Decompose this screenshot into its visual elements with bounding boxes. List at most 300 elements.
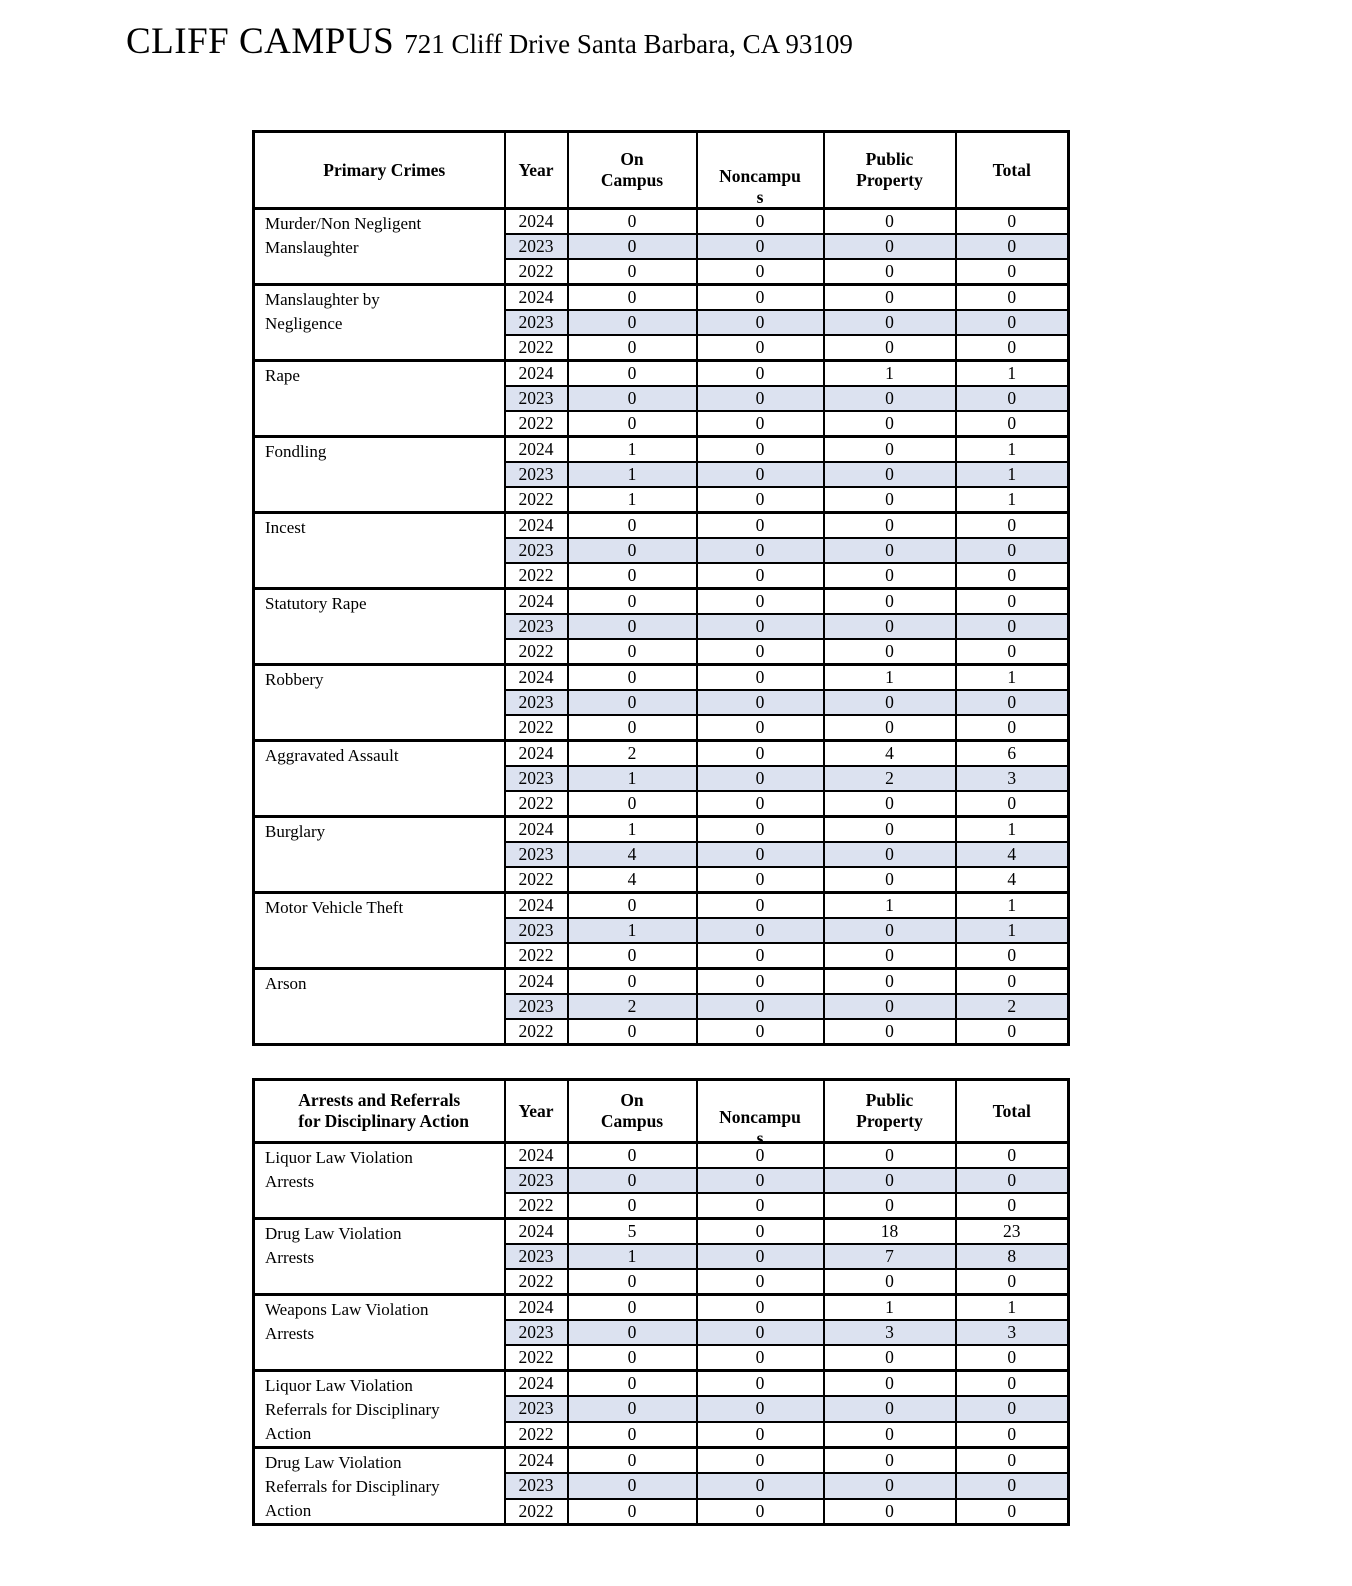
value-noncampus-cell: 0	[697, 969, 824, 995]
category-cell	[254, 969, 505, 1045]
year-cell: 2024	[505, 285, 568, 311]
column-header-text: Public Property	[856, 149, 923, 190]
value-noncampus-cell: 0	[697, 563, 824, 589]
value-on-campus-cell: 0	[568, 234, 697, 259]
value-noncampus-cell: 0	[697, 715, 824, 741]
value-public-property-cell: 0	[824, 1473, 956, 1498]
column-header-on-campus	[568, 132, 697, 209]
value-on-campus-cell: 0	[568, 1019, 697, 1045]
category-label: Arson	[265, 974, 307, 993]
table-title-primary-crimes	[254, 132, 505, 209]
value-public-property-cell: 0	[824, 1345, 956, 1371]
value-on-campus-cell: 0	[568, 1499, 697, 1525]
year-cell: 2024	[505, 1295, 568, 1321]
value-noncampus-cell: 0	[697, 1371, 824, 1397]
value-noncampus-cell: 0	[697, 513, 824, 539]
value-noncampus-cell: 0	[697, 1320, 824, 1345]
value-on-campus-cell: 0	[568, 563, 697, 589]
arrests-referrals-table	[252, 1078, 1070, 1526]
arrests-referrals-table-body	[254, 1143, 1069, 1525]
value-public-property-cell: 0	[824, 437, 956, 463]
value-public-property-cell: 0	[824, 614, 956, 639]
value-noncampus-cell: 0	[697, 589, 824, 615]
value-noncampus-cell: 0	[697, 918, 824, 943]
value-noncampus-cell: 0	[697, 867, 824, 893]
value-noncampus-cell: 0	[697, 437, 824, 463]
column-header-text: Year	[518, 159, 554, 180]
value-on-campus-cell: 1	[568, 918, 697, 943]
value-on-campus-cell: 0	[568, 513, 697, 539]
category-label: Incest	[265, 518, 306, 537]
year-cell: 2023	[505, 234, 568, 259]
value-total-cell: 6	[956, 741, 1069, 767]
value-total-cell: 0	[956, 386, 1069, 411]
category-cell	[254, 1295, 505, 1371]
value-total-cell: 0	[956, 1499, 1069, 1525]
stat-row	[254, 437, 1069, 463]
category-label: Manslaughter by Negligence	[265, 290, 380, 333]
year-cell: 2022	[505, 1499, 568, 1525]
value-total-cell: 0	[956, 563, 1069, 589]
value-public-property-cell: 0	[824, 411, 956, 437]
value-public-property-cell: 0	[824, 1422, 956, 1448]
year-cell: 2022	[505, 335, 568, 361]
value-on-campus-cell: 1	[568, 462, 697, 487]
value-public-property-cell: 1	[824, 361, 956, 387]
stat-row	[254, 285, 1069, 311]
value-public-property-cell: 1	[824, 665, 956, 691]
year-cell: 2023	[505, 614, 568, 639]
value-public-property-cell: 0	[824, 310, 956, 335]
value-total-cell: 0	[956, 943, 1069, 969]
value-noncampus-cell: 0	[697, 766, 824, 791]
value-on-campus-cell: 0	[568, 715, 697, 741]
column-header-text: Noncampus	[719, 1107, 801, 1148]
column-header-text: Public Property	[856, 1090, 923, 1131]
value-public-property-cell: 7	[824, 1244, 956, 1269]
year-cell: 2023	[505, 1473, 568, 1498]
value-on-campus-cell: 0	[568, 1320, 697, 1345]
value-public-property-cell: 2	[824, 766, 956, 791]
year-cell: 2022	[505, 411, 568, 437]
category-label: Statutory Rape	[265, 594, 367, 613]
value-on-campus-cell: 0	[568, 361, 697, 387]
value-total-cell: 0	[956, 1143, 1069, 1169]
year-cell: 2024	[505, 665, 568, 691]
column-header-year	[505, 132, 568, 209]
value-public-property-cell: 0	[824, 386, 956, 411]
value-total-cell: 0	[956, 639, 1069, 665]
year-cell: 2022	[505, 487, 568, 513]
value-public-property-cell: 0	[824, 285, 956, 311]
category-label: Weapons Law Violation Arrests	[265, 1300, 429, 1343]
year-cell: 2022	[505, 639, 568, 665]
value-total-cell: 0	[956, 1269, 1069, 1295]
value-on-campus-cell: 0	[568, 285, 697, 311]
value-public-property-cell: 0	[824, 335, 956, 361]
value-on-campus-cell: 0	[568, 791, 697, 817]
value-total-cell: 1	[956, 487, 1069, 513]
value-noncampus-cell: 0	[697, 209, 824, 235]
value-total-cell: 0	[956, 1168, 1069, 1193]
category-label: Rape	[265, 366, 300, 385]
value-total-cell: 0	[956, 791, 1069, 817]
value-on-campus-cell: 0	[568, 614, 697, 639]
year-cell: 2024	[505, 361, 568, 387]
value-noncampus-cell: 0	[697, 893, 824, 919]
value-on-campus-cell: 2	[568, 741, 697, 767]
year-cell: 2022	[505, 259, 568, 285]
value-on-campus-cell: 4	[568, 867, 697, 893]
value-public-property-cell: 0	[824, 234, 956, 259]
value-total-cell: 8	[956, 1244, 1069, 1269]
document-header	[126, 20, 853, 63]
year-cell: 2024	[505, 1219, 568, 1245]
value-public-property-cell: 0	[824, 513, 956, 539]
value-total-cell: 1	[956, 437, 1069, 463]
value-on-campus-cell: 0	[568, 969, 697, 995]
value-noncampus-cell: 0	[697, 310, 824, 335]
value-total-cell: 0	[956, 1448, 1069, 1474]
value-public-property-cell: 0	[824, 918, 956, 943]
value-noncampus-cell: 0	[697, 285, 824, 311]
year-cell: 2023	[505, 462, 568, 487]
primary-crimes-table-header	[254, 132, 1069, 209]
value-public-property-cell: 0	[824, 589, 956, 615]
category-cell	[254, 513, 505, 589]
value-total-cell: 0	[956, 969, 1069, 995]
value-public-property-cell: 1	[824, 893, 956, 919]
value-total-cell: 0	[956, 234, 1069, 259]
value-public-property-cell: 0	[824, 462, 956, 487]
value-noncampus-cell: 0	[697, 1295, 824, 1321]
value-public-property-cell: 0	[824, 715, 956, 741]
year-cell: 2023	[505, 766, 568, 791]
category-cell	[254, 665, 505, 741]
value-noncampus-cell: 0	[697, 335, 824, 361]
value-noncampus-cell: 0	[697, 994, 824, 1019]
value-public-property-cell: 18	[824, 1219, 956, 1245]
category-cell	[254, 1143, 505, 1219]
value-total-cell: 1	[956, 817, 1069, 843]
value-on-campus-cell: 0	[568, 639, 697, 665]
year-cell: 2022	[505, 1269, 568, 1295]
value-public-property-cell: 0	[824, 791, 956, 817]
value-on-campus-cell: 0	[568, 1143, 697, 1169]
value-total-cell: 0	[956, 285, 1069, 311]
value-public-property-cell: 0	[824, 1269, 956, 1295]
value-total-cell: 1	[956, 462, 1069, 487]
value-total-cell: 1	[956, 1295, 1069, 1321]
column-header-noncampus	[697, 1080, 824, 1148]
column-header-text: On Campus	[600, 149, 664, 190]
value-on-campus-cell: 0	[568, 589, 697, 615]
value-on-campus-cell: 4	[568, 842, 697, 867]
column-header-year	[505, 1080, 568, 1143]
value-public-property-cell: 0	[824, 1019, 956, 1045]
table-title-text: Arrests and Referrals for Disciplinary Action	[298, 1090, 470, 1131]
value-noncampus-cell: 0	[697, 1448, 824, 1474]
year-cell: 2024	[505, 513, 568, 539]
value-public-property-cell: 0	[824, 994, 956, 1019]
value-on-campus-cell: 0	[568, 1193, 697, 1219]
value-on-campus-cell: 0	[568, 386, 697, 411]
column-header-total	[956, 132, 1069, 209]
category-label: Aggravated Assault	[265, 746, 399, 765]
value-on-campus-cell: 0	[568, 665, 697, 691]
value-on-campus-cell: 0	[568, 943, 697, 969]
stat-row	[254, 817, 1069, 843]
column-header-total	[956, 1080, 1069, 1143]
category-label: Murder/Non Negligent Manslaughter	[265, 214, 422, 257]
year-cell: 2024	[505, 437, 568, 463]
value-noncampus-cell: 0	[697, 1499, 824, 1525]
category-cell	[254, 817, 505, 893]
value-on-campus-cell: 0	[568, 1345, 697, 1371]
value-noncampus-cell: 0	[697, 791, 824, 817]
table-title-arrests-referrals	[254, 1080, 505, 1143]
category-label: Fondling	[265, 442, 327, 461]
value-public-property-cell: 0	[824, 639, 956, 665]
value-noncampus-cell: 0	[697, 639, 824, 665]
year-cell: 2024	[505, 1371, 568, 1397]
value-total-cell: 0	[956, 589, 1069, 615]
value-total-cell: 0	[956, 538, 1069, 563]
stat-row	[254, 893, 1069, 919]
year-cell: 2024	[505, 741, 568, 767]
year-cell: 2023	[505, 994, 568, 1019]
value-on-campus-cell: 0	[568, 1295, 697, 1321]
value-on-campus-cell: 0	[568, 335, 697, 361]
value-noncampus-cell: 0	[697, 1019, 824, 1045]
value-public-property-cell: 0	[824, 817, 956, 843]
year-cell: 2023	[505, 842, 568, 867]
column-header-text: Total	[992, 159, 1031, 180]
year-cell: 2024	[505, 969, 568, 995]
column-header-text: Year	[518, 1100, 554, 1121]
value-public-property-cell: 0	[824, 1371, 956, 1397]
stat-row	[254, 1219, 1069, 1245]
value-total-cell: 0	[956, 1396, 1069, 1421]
category-label: Robbery	[265, 670, 324, 689]
value-total-cell: 0	[956, 1193, 1069, 1219]
category-cell	[254, 893, 505, 969]
table-title-text: Primary Crimes	[323, 159, 446, 180]
year-cell: 2024	[505, 893, 568, 919]
value-total-cell: 0	[956, 1371, 1069, 1397]
year-cell: 2024	[505, 589, 568, 615]
category-cell	[254, 1371, 505, 1448]
value-noncampus-cell: 0	[697, 741, 824, 767]
value-noncampus-cell: 0	[697, 259, 824, 285]
category-cell	[254, 1219, 505, 1295]
value-total-cell: 0	[956, 411, 1069, 437]
value-noncampus-cell: 0	[697, 842, 824, 867]
year-cell: 2022	[505, 943, 568, 969]
stat-row	[254, 1448, 1069, 1474]
category-label: Drug Law Violation Referrals for Disciplinary Action	[265, 1453, 440, 1520]
category-label: Liquor Law Violation Referrals for Disciplinary Action	[265, 1376, 440, 1443]
value-total-cell: 0	[956, 335, 1069, 361]
stat-row	[254, 1295, 1069, 1321]
value-on-campus-cell: 0	[568, 411, 697, 437]
value-public-property-cell: 0	[824, 563, 956, 589]
value-on-campus-cell: 0	[568, 538, 697, 563]
value-public-property-cell: 1	[824, 1295, 956, 1321]
value-total-cell: 3	[956, 766, 1069, 791]
value-noncampus-cell: 0	[697, 361, 824, 387]
arrests-referrals-table-header	[254, 1080, 1069, 1148]
value-public-property-cell: 0	[824, 259, 956, 285]
year-cell: 2024	[505, 817, 568, 843]
header-row	[254, 1080, 1069, 1143]
value-total-cell: 4	[956, 867, 1069, 893]
value-public-property-cell: 0	[824, 209, 956, 235]
year-cell: 2022	[505, 1345, 568, 1371]
category-cell	[254, 589, 505, 665]
value-on-campus-cell: 0	[568, 1168, 697, 1193]
value-on-campus-cell: 0	[568, 1448, 697, 1474]
value-noncampus-cell: 0	[697, 1193, 824, 1219]
value-on-campus-cell: 0	[568, 690, 697, 715]
stat-row	[254, 969, 1069, 995]
value-on-campus-cell: 0	[568, 1473, 697, 1498]
value-on-campus-cell: 0	[568, 1269, 697, 1295]
year-cell: 2023	[505, 386, 568, 411]
category-cell	[254, 741, 505, 817]
value-noncampus-cell: 0	[697, 487, 824, 513]
value-total-cell: 0	[956, 715, 1069, 741]
value-noncampus-cell: 0	[697, 234, 824, 259]
value-public-property-cell: 0	[824, 1499, 956, 1525]
value-noncampus-cell: 0	[697, 690, 824, 715]
stat-row	[254, 1143, 1069, 1169]
value-public-property-cell: 0	[824, 867, 956, 893]
year-cell: 2023	[505, 918, 568, 943]
value-total-cell: 23	[956, 1219, 1069, 1245]
year-cell: 2022	[505, 715, 568, 741]
category-cell	[254, 209, 505, 285]
column-header-text: On Campus	[600, 1090, 664, 1131]
column-header-noncampus	[697, 132, 824, 209]
value-public-property-cell: 0	[824, 969, 956, 995]
stat-row	[254, 589, 1069, 615]
value-on-campus-cell: 0	[568, 259, 697, 285]
category-cell	[254, 437, 505, 513]
value-on-campus-cell: 1	[568, 437, 697, 463]
year-cell: 2022	[505, 1422, 568, 1448]
value-on-campus-cell: 1	[568, 487, 697, 513]
value-total-cell: 3	[956, 1320, 1069, 1345]
column-header-public-property	[824, 132, 956, 209]
value-public-property-cell: 0	[824, 1143, 956, 1169]
value-noncampus-cell: 0	[697, 817, 824, 843]
value-public-property-cell: 0	[824, 1396, 956, 1421]
value-on-campus-cell: 5	[568, 1219, 697, 1245]
primary-crimes-table-body	[254, 209, 1069, 1045]
year-cell: 2023	[505, 1396, 568, 1421]
value-on-campus-cell: 0	[568, 1396, 697, 1421]
value-on-campus-cell: 0	[568, 893, 697, 919]
value-noncampus-cell: 0	[697, 1143, 824, 1169]
year-cell: 2023	[505, 310, 568, 335]
year-cell: 2022	[505, 1019, 568, 1045]
column-header-on-campus	[568, 1080, 697, 1143]
stat-row	[254, 209, 1069, 235]
value-total-cell: 0	[956, 1473, 1069, 1498]
value-public-property-cell: 0	[824, 538, 956, 563]
value-total-cell: 0	[956, 690, 1069, 715]
value-total-cell: 1	[956, 665, 1069, 691]
value-noncampus-cell: 0	[697, 1345, 824, 1371]
value-total-cell: 1	[956, 893, 1069, 919]
column-header-text: Total	[992, 1100, 1031, 1121]
value-public-property-cell: 0	[824, 943, 956, 969]
value-on-campus-cell: 1	[568, 1244, 697, 1269]
category-cell	[254, 361, 505, 437]
value-public-property-cell: 0	[824, 690, 956, 715]
category-label: Burglary	[265, 822, 326, 841]
value-public-property-cell: 0	[824, 1193, 956, 1219]
column-header-text: Noncampus	[719, 166, 801, 207]
stat-row	[254, 665, 1069, 691]
value-public-property-cell: 4	[824, 741, 956, 767]
year-cell: 2024	[505, 209, 568, 235]
value-total-cell: 0	[956, 1422, 1069, 1448]
value-public-property-cell: 3	[824, 1320, 956, 1345]
stat-row	[254, 741, 1069, 767]
campus-address: 721 Cliff Drive Santa Barbara, CA 93109	[404, 29, 853, 59]
value-noncampus-cell: 0	[697, 538, 824, 563]
category-label: Motor Vehicle Theft	[265, 898, 404, 917]
value-total-cell: 0	[956, 614, 1069, 639]
value-on-campus-cell: 0	[568, 310, 697, 335]
value-noncampus-cell: 0	[697, 1422, 824, 1448]
year-cell: 2024	[505, 1143, 568, 1169]
value-noncampus-cell: 0	[697, 1396, 824, 1421]
value-total-cell: 1	[956, 918, 1069, 943]
value-on-campus-cell: 1	[568, 766, 697, 791]
value-on-campus-cell: 0	[568, 1422, 697, 1448]
year-cell: 2023	[505, 1244, 568, 1269]
year-cell: 2022	[505, 867, 568, 893]
stat-row	[254, 1371, 1069, 1397]
value-on-campus-cell: 1	[568, 817, 697, 843]
stat-row	[254, 513, 1069, 539]
value-total-cell: 2	[956, 994, 1069, 1019]
header-row	[254, 132, 1069, 209]
value-noncampus-cell: 0	[697, 1219, 824, 1245]
value-public-property-cell: 0	[824, 1168, 956, 1193]
year-cell: 2024	[505, 1448, 568, 1474]
value-noncampus-cell: 0	[697, 665, 824, 691]
category-cell	[254, 1448, 505, 1525]
value-noncampus-cell: 0	[697, 1269, 824, 1295]
category-label: Drug Law Violation Arrests	[265, 1224, 402, 1267]
primary-crimes-table	[252, 130, 1070, 1046]
year-cell: 2022	[505, 791, 568, 817]
year-cell: 2023	[505, 1168, 568, 1193]
stat-row	[254, 361, 1069, 387]
year-cell: 2022	[505, 563, 568, 589]
value-on-campus-cell: 0	[568, 209, 697, 235]
value-noncampus-cell: 0	[697, 1168, 824, 1193]
value-total-cell: 4	[956, 842, 1069, 867]
value-total-cell: 1	[956, 361, 1069, 387]
year-cell: 2023	[505, 1320, 568, 1345]
category-label: Liquor Law Violation Arrests	[265, 1148, 413, 1191]
value-total-cell: 0	[956, 209, 1069, 235]
